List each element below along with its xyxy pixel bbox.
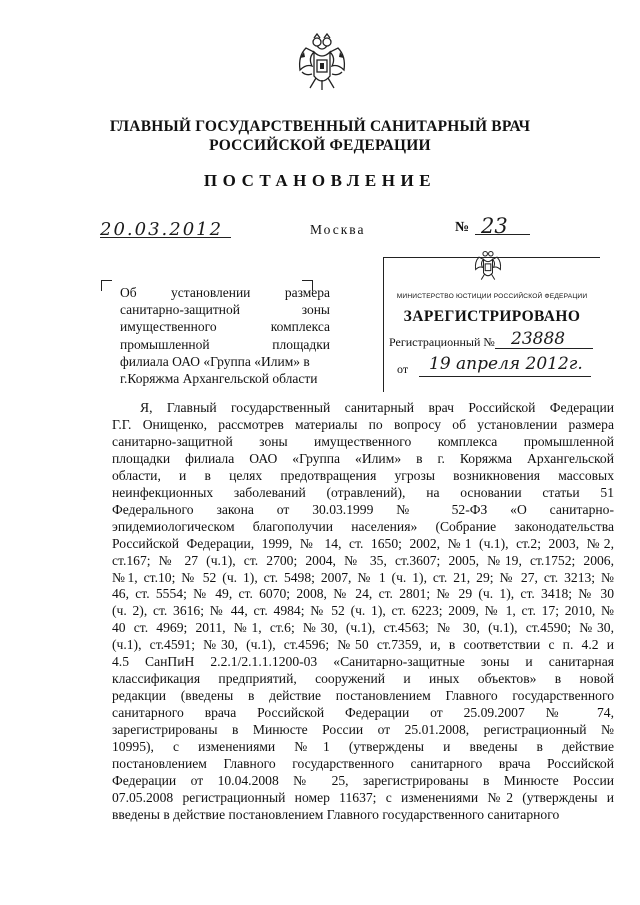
body-line: 4.5 СанПиН 2.2.1/2.1.1.1200-03 «Санитарно-защитные зоны и санитарная — [112, 654, 614, 670]
document-number: 23 — [481, 214, 508, 238]
stamp-reg-number: 23888 — [511, 329, 566, 349]
stamp-ministry: МИНИСТЕРСТВО ЮСТИЦИИ РОССИЙСКОЙ ФЕДЕРАЦИИ — [396, 293, 588, 300]
subject-line: промышленной площадки — [120, 336, 330, 352]
stamp-reg-date: 19 апреля 2012г. — [429, 354, 583, 374]
body-line: Федерации от 10.04.2008 № 25, зарегистрированы в Минюсте России — [112, 772, 614, 788]
stamp-date-underline — [419, 376, 591, 377]
body-line: (ч. 2), ст. 3616; № 44, ст. 4984; № 52 (ч. 1), ст. 6223; 2009, № 1, ст. 17; 2010, № — [112, 603, 614, 619]
body-line: постановлением Главного государственного санитарного врача Российской — [112, 756, 614, 772]
body-line: эпидемиологическом благополучии населения» (Собрание законодательства — [112, 518, 614, 534]
body-text — [112, 400, 614, 824]
stamp-reg-underline — [495, 348, 593, 349]
body-line: (ч.1), ст.4591; №30, (ч.1), ст.4596; №50 ст.7359, и, в соответствии с п. 4.2 и — [112, 637, 614, 653]
body-line: неинфекционных заболеваний (отравлений), на основании статьи 51 — [112, 484, 614, 500]
subject-line: санитарно-защитной зоны — [120, 302, 330, 318]
russian-coat-of-arms-icon — [296, 30, 348, 94]
body-line: 07.05.2008 регистрационный номер 11637; с изменениями №2 (утверждены и — [112, 789, 614, 805]
number-sign: № — [455, 220, 470, 235]
body-line: №1, ст.10; № 52 (ч. 1), ст. 5498; 2007, № 1 (ч. 1), ст. 21, 29; № 27, ст. 3213; № — [112, 569, 614, 585]
body-line: 10995), с изменениями №1 (утверждены и введены в действие — [112, 739, 614, 755]
body-line: зарегистрированы в Минюсте России от 25.01.2008, регистрационный № — [112, 722, 614, 738]
document-date: 20.03.2012 — [100, 219, 224, 240]
body-line: области, и в целях предотвращения угрозы возникновения массовых — [112, 467, 614, 483]
subject-line: филиала ОАО «Группа «Илим» в — [120, 353, 310, 369]
body-line: введены в действие постановлением Главного государственного санитарного — [112, 806, 560, 822]
body-line: Г.Г. Онищенко, рассмотрев материалы по вопросу об установлении размера — [112, 416, 614, 432]
stamp-status: ЗАРЕГИСТРИРОВАНО — [403, 308, 581, 325]
russian-coat-of-arms-icon — [473, 247, 503, 283]
issuer-title-line1: ГЛАВНЫЙ ГОСУДАРСТВЕННЫЙ САНИТАРНЫЙ ВРАЧ — [109, 118, 531, 135]
document-kind: ПОСТАНОВЛЕНИЕ — [203, 171, 437, 190]
body-line: Я, Главный государственный санитарный врач Российской Федерации — [140, 400, 614, 415]
body-line: площадки филиала ОАО «Группа «Илим» в г. Коряжма Архангельской — [112, 450, 614, 466]
issuer-title-line2: РОССИЙСКОЙ ФЕДЕРАЦИИ — [209, 137, 431, 154]
stamp-from-label: от — [397, 362, 409, 376]
body-line: ст.167; № 27 (ч.1), ст. 2700; 2004, № 35, ст.3607; 2005, №19, ст.1752; 2006, — [112, 552, 614, 568]
body-line: 46, ст. 5554; № 49, ст. 6070; 2008, № 24, ст. 2801; № 29 (ч. 1), ст. 3418; № 30 — [112, 586, 614, 602]
subject-line: г.Коряжма Архангельской области — [120, 371, 318, 387]
stamp-reg-label: Регистрационный № — [389, 335, 495, 349]
document-subject — [120, 284, 330, 387]
subject-line: Об установлении размера — [120, 285, 330, 300]
document-city: Москва — [310, 222, 366, 237]
body-line: Федерального закона от 30.03.1999 № 52-ФЗ «О санитарно- — [112, 501, 614, 517]
registration-stamp — [383, 233, 601, 393]
subject-line: имущественного комплекса — [120, 319, 330, 335]
body-line: Российской Федерации, 1999, № 14, ст. 1650; 2002, №1 (ч.1), ст.2; 2003, №2, — [112, 535, 614, 551]
body-line: редакции (введены в действие постановлением Главного государственного — [112, 688, 614, 704]
body-line: санитарного врача Российской Федерации от 25.09.2007 № 74, — [112, 705, 614, 721]
subject-bracket-left — [101, 280, 112, 291]
body-line: санитарно-защитной зоны имущественного комплекса промышленной — [112, 433, 614, 449]
body-line: 40 ст. 4969; 2011, №1, ст.6; №30, (ч.1), ст.4563; № 30, (ч.1), ст.4590; №30, — [112, 620, 614, 636]
body-line: классификация предприятий, сооружений и иных объектов» в новой — [112, 671, 614, 687]
